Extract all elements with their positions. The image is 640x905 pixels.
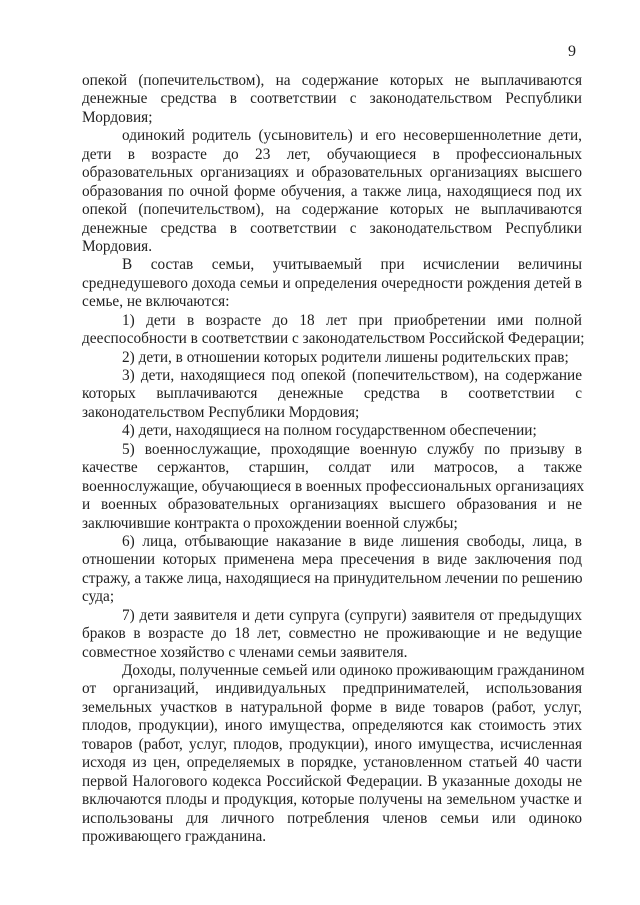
- text-line: стражу, а также лица, находящиеся на принудительном лечении по решению: [82, 569, 583, 587]
- text-line: военнослужащие, обучающиеся в военных профессиональных организациях: [82, 477, 585, 495]
- text-line: 1) дети в возрасте до 18 лет при приобретении ими полной: [122, 311, 582, 329]
- text-line: опекой (попечительством), на содержание которых не выплачиваются: [82, 72, 582, 89]
- text-line: Мордовия;: [82, 108, 153, 126]
- text-line: семье, не включаются:: [82, 293, 230, 311]
- text-line: одинокий родитель (усыновитель) и его несовершеннолетние дети,: [122, 127, 582, 145]
- text-line: земельных участков в натуральной форме в виде товаров (работ, услуг,: [82, 698, 582, 716]
- text-line: первой Налогового кодекса Российской Федерации. В указанные доходы не: [82, 772, 582, 790]
- text-line: отношении которых применена мера пресечения в виде заключения под: [82, 551, 582, 569]
- text-line: 3) дети, находящиеся под опекой (попечительством), на содержание: [122, 367, 582, 384]
- text-line: проживающего гражданина.: [82, 827, 267, 845]
- text-line: совместное хозяйство с членами семьи заявителя.: [82, 643, 408, 661]
- text-line: суда;: [82, 588, 115, 606]
- text-line: Мордовия.: [82, 237, 153, 255]
- text-line: и военных образовательных организациях высшего образования и не: [82, 496, 582, 514]
- text-line: дети в возрасте до 23 лет, обучающиеся в профессиональных: [82, 145, 582, 163]
- text-line: Доходы, полученные семьей или одиноко проживающим гражданином: [122, 662, 585, 679]
- text-line: образовательных организациях и образовательных организациях высшего: [82, 164, 582, 182]
- text-line: плодов, продукции), иного имущества, определяются как стоимость этих: [82, 717, 582, 735]
- text-line: 7) дети заявителя и дети супруга (супруги) заявителя от предыдущих: [122, 606, 582, 624]
- text-line: денежные средства в соответствии с законодательством Республики: [82, 219, 582, 237]
- text-line: включаются плоды и продукция, которые получены на земельном участке и: [82, 791, 582, 809]
- page-number: 9: [568, 43, 576, 60]
- text-line: которых выплачиваются денежные средства в соответствии с: [82, 385, 582, 403]
- document-text: [82, 72, 585, 846]
- text-line: денежные средства в соответствии с законодательством Республики: [82, 90, 582, 108]
- text-line: использованы для личного потребления членов семьи или одиноко: [82, 809, 582, 827]
- text-line: 6) лица, отбывающие наказание в виде лишения свободы, лица, в: [122, 532, 582, 550]
- text-line: качестве сержантов, старшин, солдат или матросов, а также: [82, 459, 582, 477]
- text-line: законодательством Республики Мордовия;: [82, 403, 360, 421]
- text-line: В состав семьи, учитываемый при исчислении величины: [122, 256, 582, 274]
- text-line: браков в возрасте до 18 лет, совместно не проживающие и не ведущие: [82, 625, 582, 643]
- text-line: среднедушевого дохода семьи и определения очередности рождения детей в: [82, 274, 582, 292]
- text-line: товаров (работ, услуг, плодов, продукции), иного имущества, исчисленная: [82, 735, 582, 753]
- text-line: опекой (попечительством), на содержание которых не выплачиваются: [82, 201, 582, 219]
- text-line: от организаций, индивидуальных предпринимателей, использования: [82, 680, 582, 698]
- text-line: 2) дети, в отношении которых родители лишены родительских прав;: [122, 348, 569, 366]
- text-line: 5) военнослужащие, проходящие военную службу по призыву в: [122, 440, 582, 458]
- text-line: 4) дети, находящиеся на полном государственном обеспечении;: [122, 422, 537, 440]
- text-line: исходя из цен, определяемых в порядке, установленном статьей 40 части: [82, 754, 582, 772]
- text-line: заключившие контракта о прохождении военной службы;: [82, 514, 458, 532]
- text-line: образования по очной форме обучения, а также лица, находящиеся под их: [82, 182, 582, 200]
- text-line: дееспособности в соответствии с законодательством Российской Федерации;: [82, 330, 585, 348]
